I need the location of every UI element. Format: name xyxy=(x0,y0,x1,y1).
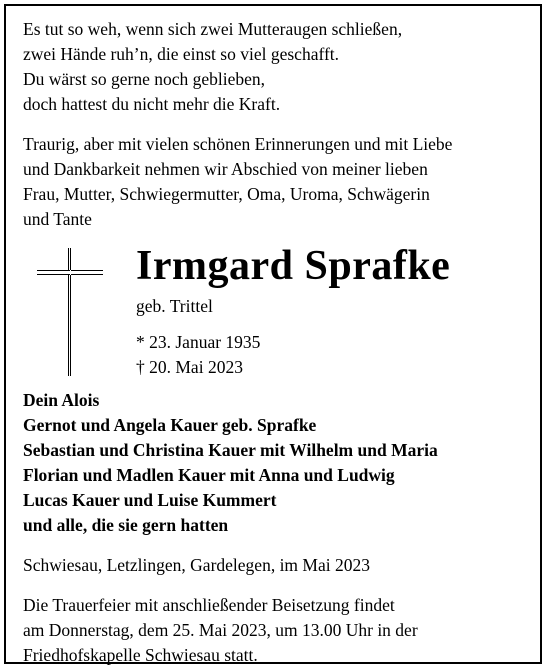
place-date: Schwiesau, Letzlingen, Gardelegen, im Mai 2023 xyxy=(23,555,370,575)
poem-line: zwei Hände ruh’n, die einst so viel geschafft. xyxy=(23,44,340,64)
poem-line: Du wärst so gerne noch geblieben, xyxy=(23,69,266,89)
mourners-list xyxy=(23,388,521,538)
cross-icon xyxy=(37,248,103,376)
deceased-block xyxy=(23,244,521,382)
service-line: Die Trauerfeier mit anschließender Beisetzung findet xyxy=(23,595,395,615)
mourner-line: Sebastian und Christina Kauer mit Wilhelm und Maria xyxy=(23,440,438,460)
poem-line: Es tut so weh, wenn sich zwei Mutteraugen schließen, xyxy=(23,19,403,39)
mourner-line: und alle, die sie gern hatten xyxy=(23,515,229,535)
mourner-line: Lucas Kauer und Luise Kummert xyxy=(23,490,277,510)
service-info xyxy=(23,593,521,668)
mourner-line: Gernot und Angela Kauer geb. Sprafke xyxy=(23,415,317,435)
mourner-line: Dein Alois xyxy=(23,390,100,410)
deceased-name: Irmgard Sprafke xyxy=(136,243,451,289)
intro-line: Traurig, aber mit vielen schönen Erinnerungen und mit Liebe xyxy=(23,134,453,154)
birth-date: * 23. Januar 1935 xyxy=(136,332,261,352)
service-line: am Donnerstag, dem 25. Mai 2023, um 13.00 Uhr in der xyxy=(23,620,418,640)
obituary-notice xyxy=(23,17,521,668)
death-date: † 20. Mai 2023 xyxy=(136,357,243,377)
intro-line: und Tante xyxy=(23,209,92,229)
intro-line: und Dankbarkeit nehmen wir Abschied von meiner lieben xyxy=(23,159,428,179)
mourner-line: Florian und Madlen Kauer mit Anna und Ludwig xyxy=(23,465,395,485)
service-line: Friedhofskapelle Schwiesau statt. xyxy=(23,645,258,665)
intro-line: Frau, Mutter, Schwiegermutter, Oma, Uroma, Schwägerin xyxy=(23,184,430,204)
poem xyxy=(23,17,521,117)
maiden-name: geb. Trittel xyxy=(136,296,213,316)
intro-text xyxy=(23,132,521,232)
poem-line: doch hattest du nicht mehr die Kraft. xyxy=(23,94,281,114)
